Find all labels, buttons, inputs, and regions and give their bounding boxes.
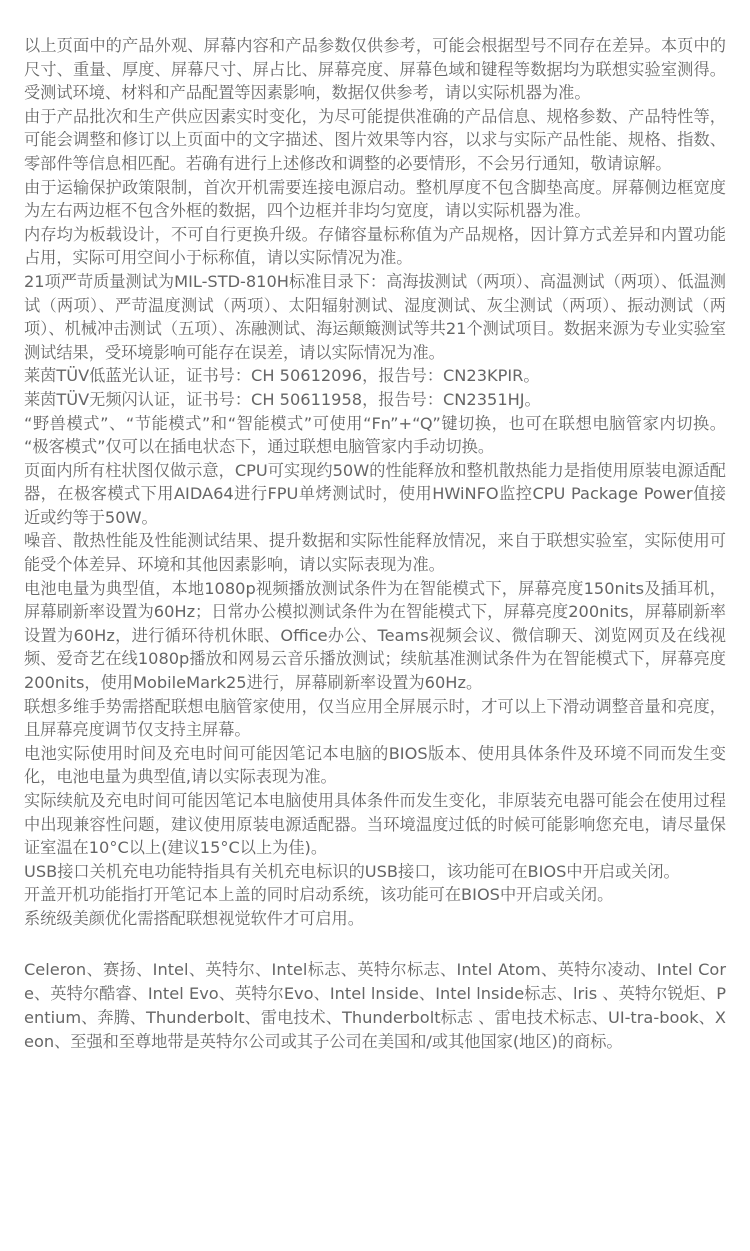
note-performance-modes: “野兽模式”、“节能模式”和“智能模式”可使用“Fn”+“Q”键切换，也可在联想电脑管家内切换。 “极客模式”仅可以在插电状态下，通过联想电脑管家内手动切换。 [24,413,726,457]
note-cpu-performance: 页面内所有柱状图仅做示意，CPU可实现约50W的性能释放和整机散热能力是指使用原装电源适配器，在极客模式下用AIDA64进行FPU单烤测试时，使用HWiNFO监控CPU Package Power值接近或约等于50W。 [24,460,726,527]
note-mil-std-tests: 21项严苛质量测试为MIL-STD-810H标准目录下：高海拔测试（两项）、高温测试（两项）、低温测试（两项）、严苛温度测试（两项）、太阳辐射测试、湿度测试、灰尘测试（两项）、振动测试（两项）、机械冲击测试（五项）、冻融测试、海运颠簸测试等共21个测试项目。数据来源为专业实验室测试结果，受环境影响可能存在误差，请以实际情况为准。 [24,271,726,362]
note-beauty-optimization: 系统级美颜优化需搭配联想视觉软件才可启用。 [24,908,364,928]
note-lid-open-boot: 开盖开机功能指打开笔记本上盖的同时启动系统，该功能可在BIOS中开启或关闭。 [24,885,614,905]
note-product-changes: 由于产品批次和生产供应因素实时变化，为尽可能提供准确的产品信息、规格参数、产品特性等，可能会调整和修订以上页面中的文字描述、图片效果等内容，以求与实际产品性能、规格、指数、零部件等信息相匹配。若确有进行上述修改和调整的必要情形，不会另行通知，敬请谅解。 [24,106,726,173]
note-charging: 实际续航及充电时间可能因笔记本电脑使用具体条件而发生变化，非原装充电器可能会在使用过程中出现兼容性问题，建议使用原装电源适配器。当环境温度过低的时候可能影响您充电，请尽量保证室温在10°C以上(建议15°C以上为佳)。 [24,791,726,858]
note-appearance-params: 以上页面中的产品外观、屏幕内容和产品参数仅供参考，可能会根据型号不同存在差异。本页中的尺寸、重量、厚度、屏幕尺寸、屏占比、屏幕亮度、屏幕色域和键程等数据均为联想实验室测得。受测试环境、材料和产品配置等因素影响，数据仅供参考，请以实际机器为准。 [24,36,726,103]
note-noise-thermal: 噪音、散热性能及性能测试结果、提升数据和实际性能释放情况，来自于联想实验室，实际使用可能受个体差异、环境和其他因素影响，请以实际表现为准。 [24,531,726,575]
note-gesture-control: 联想多维手势需搭配联想电脑管家使用，仅当应用全屏展示时，才可以上下滑动调整音量和亮度，且屏幕亮度调节仅支持主屏幕。 [24,696,726,740]
note-transport-power: 由于运输保护政策限制，首次开机需要连接电源启动。整机厚度不包含脚垫高度。屏幕侧边框宽度为左右两边框不包含外框的数据，四个边框并非均匀宽度，请以实际机器为准。 [24,177,726,221]
note-usb-off-charging: USB接口关机充电功能特指具有关机充电标识的USB接口，该功能可在BIOS中开启或关闭。 [24,861,680,881]
note-battery-bios: 电池实际使用时间及充电时间可能因笔记本电脑的BIOS版本、使用具体条件及环境不同而发生变化，电池电量为典型值,请以实际表现为准。 [24,743,726,787]
note-battery-tests: 电池电量为典型值，本地1080p视频播放测试条件为在智能模式下，屏幕亮度150nits及插耳机，屏幕刷新率设置为60Hz；日常办公模拟测试条件为在智能模式下，屏幕亮度200nits，屏幕刷新率设置为60Hz，进行循环待机休眠、Office办公、Teams视频会议、微信聊天、浏览网页及在线视频、爱奇艺在线1080p播放和网易云音乐播放测试；续航基准测试条件为在智能模式下，屏幕亮度200nits，使用MobileMark25进行，屏幕刷新率设置为60Hz。 [24,578,726,693]
note-memory-storage: 内存均为板载设计，不可自行更换升级。存储容量标称值为产品规格，因计算方式差异和内置功能占用，实际可用空间小于标称值，请以实际情况为准。 [24,224,726,268]
disclaimer-notes [24,34,726,931]
trademark-section [24,958,726,1055]
note-tuv-flicker-free: 莱茵TÜV无频闪认证，证书号：CH 50611958，报告号：CN2351HJ。 [24,389,541,409]
trademark-statement: Celeron、赛扬、Intel、英特尔、Intel标志、英特尔标志、Intel Atom、英特尔凌动、Intel Core、英特尔酷睿、Intel Evo、英特尔Evo、Intel lnside、Intel lnside标志、lris 、英特尔锐炬、Pentium、奔腾、Thunderbolt、雷电技术、Thunderbolt标志 、雷电技术标志、UI-tra-book、Xeon、至强和至尊地带是英特尔公司或其子公司在美国和/或其他国家(地区)的商标。 [24,959,726,1052]
note-tuv-low-blue-light: 莱茵TÜV低蓝光认证，证书号：CH 50612096，报告号：CN23KPIR。 [24,366,540,386]
